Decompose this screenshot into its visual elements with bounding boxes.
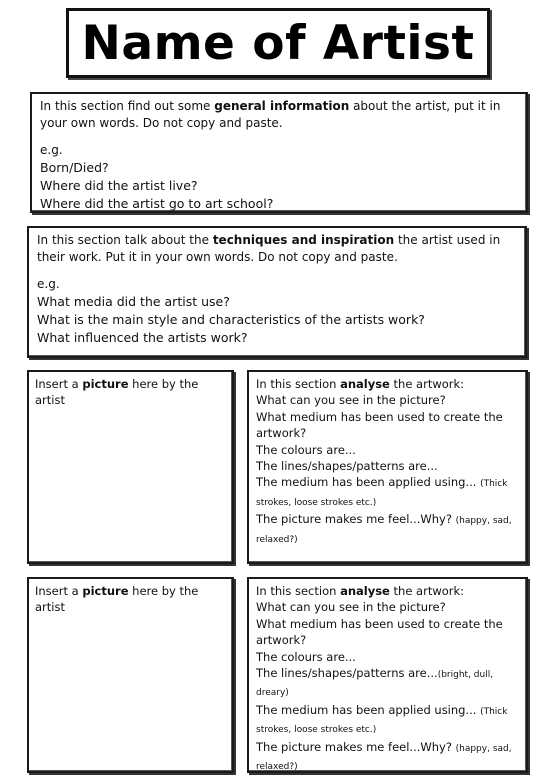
analyse-question: What can you see in the picture? — [256, 393, 446, 408]
analyse-box-2[interactable] — [247, 577, 528, 773]
techniques-item: What influenced the artists work? — [37, 330, 248, 345]
general-info-item: Born/Died? — [40, 160, 109, 175]
analyse-question: The picture makes me feel...Why? (happy, sad, relaxed?) — [256, 739, 512, 773]
analyse-question: The colours are... — [256, 649, 356, 664]
analyse-question: The medium has been applied using... (Thick strokes, loose strokes etc.) — [256, 475, 508, 508]
general-info-section[interactable] — [30, 92, 528, 213]
analyse-intro: In this section analyse the artwork: — [256, 584, 465, 598]
techniques-section[interactable] — [27, 226, 527, 358]
analyse-question: The lines/shapes/patterns are... — [256, 459, 438, 474]
analyse-question: The colours are... — [256, 442, 356, 457]
techniques-eg: e.g. — [37, 277, 60, 291]
analyse-question: The medium has been applied using... (Thick strokes, loose strokes etc.) — [256, 702, 508, 736]
techniques-intro: In this section talk about the techniques and inspiration the artist used in their work. Put it in your own words. Do not copy and paste. — [37, 233, 501, 264]
analyse-question: The lines/shapes/patterns are...(bright, dull, dreary) — [256, 666, 494, 699]
picture-box-1[interactable]: Insert a picture here by the artist — [27, 370, 234, 564]
analyse-question: The picture makes me feel...Why? (happy, sad, relaxed?) — [256, 512, 512, 545]
title-box — [66, 8, 490, 78]
techniques-item: What media did the artist use? — [37, 294, 230, 309]
analyse-question: What medium has been used to create the artwork? — [256, 409, 503, 441]
analyse-question: What can you see in the picture? — [256, 600, 446, 615]
techniques-item: What is the main style and characteristics of the artists work? — [37, 312, 425, 327]
analyse-box-1[interactable] — [247, 370, 528, 564]
page-title: Name of Artist — [81, 15, 475, 71]
analyse-intro: In this section analyse the artwork: — [256, 377, 465, 391]
general-info-intro: In this section find out some general information about the artist, put it in your own words. Do not copy and paste. — [40, 99, 501, 130]
general-info-item: Where did the artist go to art school? — [40, 196, 274, 211]
analyse-question: What medium has been used to create the artwork? — [256, 616, 503, 648]
general-info-item: Where did the artist live? — [40, 178, 198, 193]
general-info-eg: e.g. — [40, 143, 63, 157]
picture-box-2[interactable]: Insert a picture here by the artist — [27, 577, 234, 773]
